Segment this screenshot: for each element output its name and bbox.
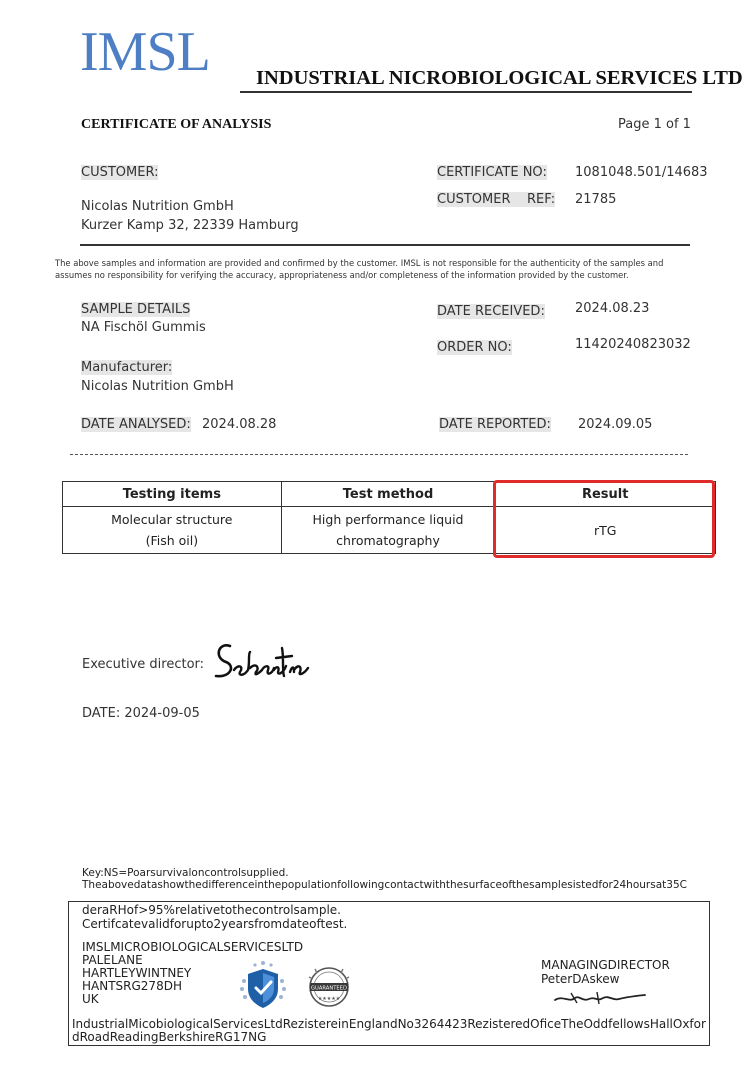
header-test-method: Test method	[281, 482, 495, 507]
footer-note-2: Certifcatevalidforupto2yearsfromdateoftest.	[82, 917, 348, 931]
date-received-label: DATE RECEIVED:	[437, 304, 545, 319]
testing-item-line2: (Fish oil)	[145, 533, 199, 548]
svg-text:★★★★★: ★★★★★	[317, 996, 341, 1002]
seal-text: GUARANTEED	[311, 985, 347, 992]
company-logo: IMSL	[80, 21, 210, 83]
customer-ref-label: CUSTOMER REF:	[437, 192, 556, 207]
md-signature-image	[553, 987, 649, 1011]
order-no-label: ORDER NO:	[437, 340, 512, 355]
test-method-line1: High performance liquid	[312, 512, 464, 527]
address-line: UK	[82, 992, 99, 1006]
certificate-title: CERTIFICATE OF ANALYSIS	[81, 117, 272, 132]
customer-name: Nicolas Nutrition GmbH	[81, 199, 234, 214]
signature-image	[212, 632, 312, 688]
date-reported-label: DATE REPORTED:	[439, 417, 551, 432]
legal-registration-text: IndustrialMicobiologicalServicesLtdRezistereinEnglandNo3264423RezisteredOficeTheOddfellowsHallOxfordRoadReadingBerkshireRG17NG	[72, 1017, 706, 1044]
test-method-cell	[281, 507, 495, 554]
address-line: HARTLEYWINTNEY	[82, 966, 192, 980]
date-received-value: 2024.08.23	[575, 301, 650, 316]
test-method-line2: chromatography	[336, 533, 440, 548]
manufacturer-value: Nicolas Nutrition GmbH	[81, 379, 234, 394]
shield-badge-icon	[238, 959, 288, 1015]
testing-item-line1: Molecular structure	[111, 512, 233, 527]
key-note	[82, 867, 687, 891]
certificate-no-value: 1081048.501/14683	[575, 165, 708, 180]
dashed-divider	[70, 454, 688, 455]
page-indicator: Page 1 of 1	[618, 117, 691, 132]
address-line: IMSLMICROBIOLOGICALSERVICESLTD	[82, 940, 304, 954]
date-analysed-value: 2024.08.28	[202, 417, 277, 432]
customer-label: CUSTOMER:	[81, 165, 159, 180]
header-testing-items: Testing items	[63, 482, 282, 507]
address-line: HANTSRG278DH	[82, 979, 182, 993]
guaranteed-seal-icon	[303, 963, 355, 1013]
key-line-1: Key:NS=Poarsurvivaloncontrolsupplied.	[82, 867, 289, 879]
key-line-2: Theabovedatashowthedifferenceinthepopulationfollowingcontactwiththesurfaceofthesamplesistedfor24hoursat35C	[82, 879, 687, 891]
certificate-no-label: CERTIFICATE NO:	[437, 165, 547, 180]
date-reported-value: 2024.09.05	[578, 417, 653, 432]
customer-ref-value: 21785	[575, 192, 617, 207]
executive-director-label: Executive director:	[82, 657, 205, 672]
executive-date: DATE: 2024-09-05	[82, 706, 200, 721]
header-rule	[240, 91, 692, 93]
date-analysed-label: DATE ANALYSED:	[81, 417, 191, 432]
result-highlight-box	[493, 480, 715, 558]
managing-director-title: MANAGINGDIRECTOR	[541, 958, 670, 972]
disclaimer-text: The above samples and information are provided and confirmed by the customer. IMSL is not responsible for the authenticity of the samples and assumes no responsibility for verifying the accuracy, appropriateness and/or completeness of the information provided by the customer.	[55, 258, 664, 280]
sample-details-label: SAMPLE DETAILS	[81, 302, 191, 317]
managing-director-name: PeterDAskew	[541, 972, 620, 986]
order-no-value: 11420240823032	[575, 337, 691, 352]
sample-name: NA Fischöl Gummis	[81, 320, 206, 335]
header-result: Result	[495, 482, 716, 507]
result-cell: rTG	[495, 507, 716, 554]
customer-address: Kurzer Kamp 32, 22339 Hamburg	[81, 218, 299, 233]
section-divider	[80, 244, 690, 246]
testing-item-cell	[63, 507, 282, 554]
company-name: INDUSTRIAL NICROBIOLOGICAL SERVICES LTD	[256, 67, 743, 89]
manufacturer-label: Manufacturer:	[81, 360, 173, 375]
footer-note-1: deraRHof>95%relativetothecontrolsample.	[82, 903, 341, 917]
address-line: PALELANE	[82, 953, 143, 967]
